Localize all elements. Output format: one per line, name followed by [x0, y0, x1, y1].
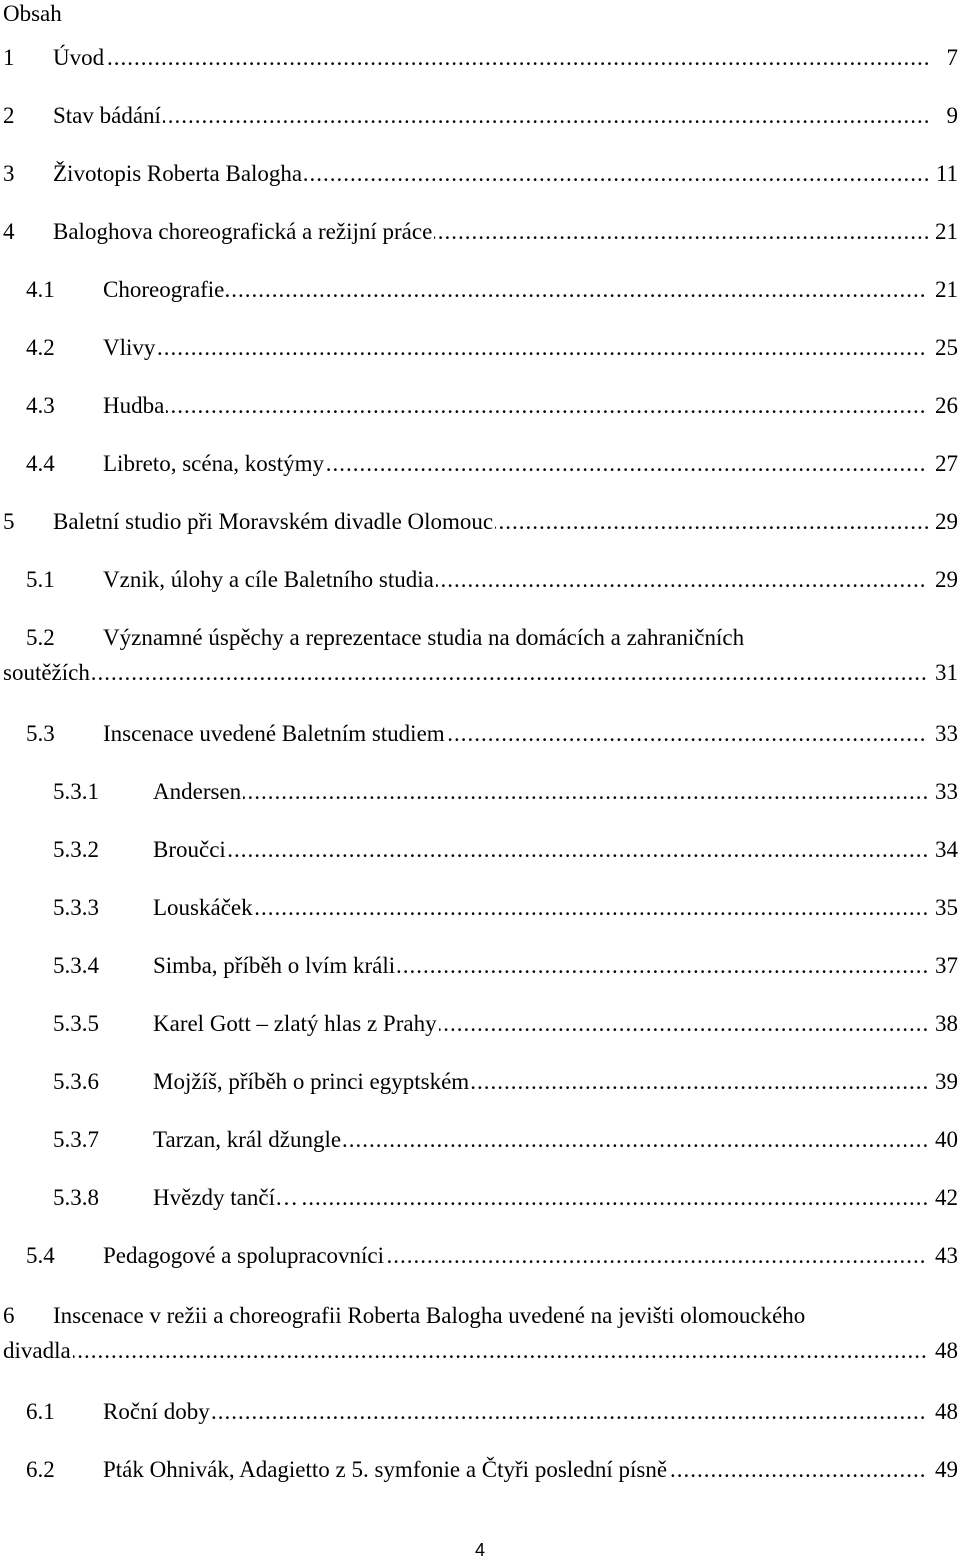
toc-entry-title: Vlivy: [103, 335, 156, 360]
toc-entry[interactable]: [3, 720, 958, 748]
toc-entry-page: 39: [935, 1069, 958, 1094]
toc-entry-first-line: [26, 624, 745, 652]
toc-entry[interactable]: [3, 1398, 958, 1426]
toc-entry-title: Roční doby: [103, 1399, 210, 1424]
toc-entry-number: 5.3.8: [53, 1185, 99, 1210]
toc-entry-page: 38: [935, 1011, 958, 1036]
toc-entry[interactable]: [3, 508, 958, 536]
toc-entry-page: 29: [935, 509, 958, 534]
toc-entry-number: 5.1: [26, 567, 55, 592]
toc-entry-number: 5.3.2: [53, 837, 99, 862]
toc-entry-number: 2: [3, 103, 15, 128]
toc-entry[interactable]: [3, 624, 958, 688]
toc-entry-second-line: [3, 659, 958, 687]
toc-entry[interactable]: [3, 450, 958, 478]
toc-entry-number: 5.3.6: [53, 1069, 99, 1094]
toc-entry-page: 9: [946, 103, 958, 128]
toc-entry-page: 43: [935, 1243, 958, 1268]
toc-entry[interactable]: [3, 160, 958, 188]
toc-entry-page: 40: [935, 1127, 958, 1152]
dot-leader: [103, 1398, 928, 1426]
dot-leader: [53, 44, 928, 72]
toc-entry-page: 35: [935, 895, 958, 920]
toc-entry[interactable]: [3, 218, 958, 246]
toc-entry[interactable]: [3, 1068, 958, 1096]
dot-leader: [53, 102, 928, 130]
toc-entry-title: Baletní studio při Moravském divadle Olomouc: [53, 509, 494, 534]
toc-entry-title: Hvězdy tančí…: [153, 1185, 298, 1210]
toc-entry-page: 33: [935, 779, 958, 804]
toc-entry-page: 31: [935, 660, 958, 685]
toc-entry-number: 5.3.5: [53, 1011, 99, 1036]
toc-entry-page: 33: [935, 721, 958, 746]
toc-entry-page: 11: [935, 161, 958, 186]
toc-entry-title: Úvod: [53, 45, 105, 70]
toc-entry-title: Významné úspěchy a reprezentace studia na domácích a zahraničních: [103, 625, 745, 650]
toc-entry-page: 26: [935, 393, 958, 418]
toc-entry-title: Andersen: [153, 779, 242, 804]
toc-entry-page: 49: [935, 1457, 958, 1482]
toc-entry[interactable]: [3, 44, 958, 72]
dot-leader: [103, 334, 928, 362]
toc-entry-title: Vznik, úlohy a cíle Baletního studia: [103, 567, 434, 592]
toc-entry-page: 48: [935, 1399, 958, 1424]
toc-entry-page: 37: [935, 953, 958, 978]
toc-entry-page: 21: [935, 277, 958, 302]
toc-entry-title: Tarzan, král džungle: [153, 1127, 342, 1152]
toc-entry-number: 1: [3, 45, 15, 70]
toc-entry[interactable]: [3, 566, 958, 594]
toc-entry-page: 21: [935, 219, 958, 244]
toc-entry-number: 5.3: [26, 721, 55, 746]
toc-entry-number: 5.3.4: [53, 953, 99, 978]
toc-entry[interactable]: [3, 894, 958, 922]
toc-entry-number: 4: [3, 219, 15, 244]
toc-entry-page: 42: [935, 1185, 958, 1210]
toc-entry-title: Hudba: [103, 393, 165, 418]
toc-entry[interactable]: [3, 952, 958, 980]
toc-entry-page: 7: [946, 45, 958, 70]
toc-entry-number: 5.2: [26, 625, 55, 650]
toc-entry-title: Baloghova choreografická a režijní práce: [53, 219, 433, 244]
toc-entry-number: 4.4: [26, 451, 55, 476]
toc-entry-title: Pedagogové a spolupracovníci: [103, 1243, 385, 1268]
toc-entry-page: 48: [935, 1338, 958, 1363]
dot-leader: [103, 276, 928, 304]
toc-entry-title: Simba, příběh o lvím králi: [153, 953, 396, 978]
toc-entry-page: 29: [935, 567, 958, 592]
toc-entry-number: 5.4: [26, 1243, 55, 1268]
dot-leader: [3, 659, 928, 687]
dot-leader: [153, 836, 928, 864]
toc-entry-title-continued: soutěžích: [3, 660, 90, 685]
toc-entry-number: 5.3.1: [53, 779, 99, 804]
toc-entry[interactable]: [3, 392, 958, 420]
toc-entry[interactable]: [3, 1456, 958, 1484]
toc-entry-number: 5: [3, 509, 15, 534]
toc-entry-title: Mojžíš, příběh o princi egyptském: [153, 1069, 470, 1094]
toc-entry-number: 4.1: [26, 277, 55, 302]
toc-entry-title: Inscenace v režii a choreografii Roberta Balogha uvedené na jevišti olomouckého: [53, 1303, 806, 1328]
toc-heading: Obsah: [3, 1, 62, 26]
toc-entry-title: Broučci: [153, 837, 226, 862]
dot-leader: [153, 778, 928, 806]
toc-entry[interactable]: [3, 1126, 958, 1154]
toc-entry-title-continued: divadla: [3, 1338, 71, 1363]
toc-entry-title: Karel Gott – zlatý hlas z Prahy: [153, 1011, 437, 1036]
toc-entry[interactable]: [3, 778, 958, 806]
toc-entry[interactable]: [3, 1010, 958, 1038]
toc-entry-number: 3: [3, 161, 15, 186]
toc-entry-page: 27: [935, 451, 958, 476]
dot-leader: [3, 1337, 928, 1365]
toc-entry-title: Stav bádání: [53, 103, 161, 128]
toc-entry-first-line: [3, 1302, 806, 1330]
toc-entry-second-line: [3, 1337, 958, 1365]
toc-entry-title: Libreto, scéna, kostýmy: [103, 451, 325, 476]
toc-entry[interactable]: [3, 334, 958, 362]
toc-entry-number: 5.3.3: [53, 895, 99, 920]
toc-entry-title: Louskáček: [153, 895, 253, 920]
toc-entry[interactable]: [3, 1242, 958, 1270]
toc-entry-title: Pták Ohnivák, Adagietto z 5. symfonie a Čtyři poslední písně: [103, 1457, 668, 1482]
toc-entry-number: 6.2: [26, 1457, 55, 1482]
toc-entry[interactable]: [3, 276, 958, 304]
toc-entry-number: 4.2: [26, 335, 55, 360]
dot-leader: [103, 392, 928, 420]
toc-entry-title: Inscenace uvedené Baletním studiem: [103, 721, 445, 746]
toc-entry-number: 6.1: [26, 1399, 55, 1424]
toc-entry-page: 25: [935, 335, 958, 360]
toc-entry-title: Životopis Roberta Balogha: [53, 161, 303, 186]
toc-entry[interactable]: [3, 1302, 958, 1366]
toc-entry-number: 4.3: [26, 393, 55, 418]
toc-entry-number: 6: [3, 1303, 15, 1328]
toc-entry-title: Choreografie: [103, 277, 225, 302]
page-number: 4: [474, 1540, 485, 1560]
toc-entry[interactable]: [3, 102, 958, 130]
toc-entry[interactable]: [3, 1184, 958, 1212]
toc-entry-page: 34: [935, 837, 958, 862]
dot-leader: [153, 894, 928, 922]
toc-entry[interactable]: [3, 836, 958, 864]
toc-entry-number: 5.3.7: [53, 1127, 99, 1152]
